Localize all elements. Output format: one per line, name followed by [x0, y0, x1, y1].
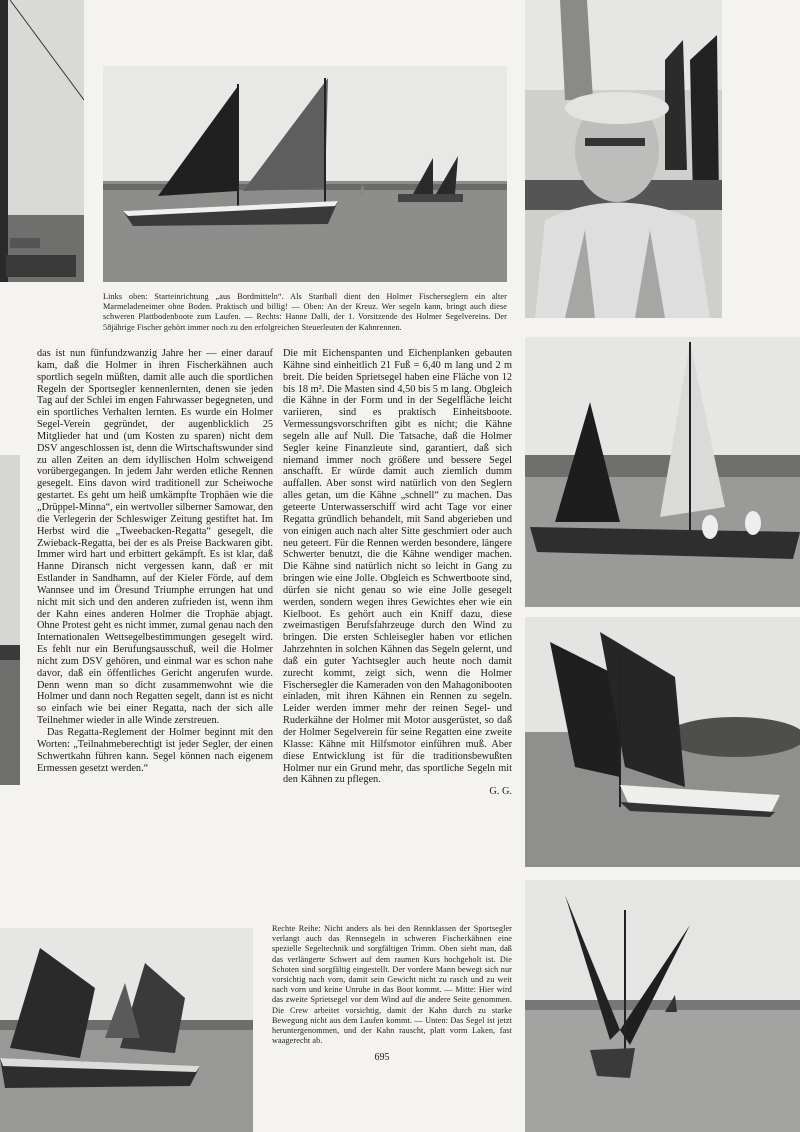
- article-signature: G. G.: [489, 786, 512, 798]
- photo-right-downwind: [525, 880, 800, 1132]
- caption-top: [103, 292, 507, 333]
- page-number: 695: [374, 1052, 390, 1063]
- article-paragraph-2: Das Regatta-Reglement der Holmer beginnt mit den Worten: „Teilnahmeberechtigt ist jeder Segler, der einen Schwertkahn führen kann. Segel können nach eigenem Ermessen gesetzt werden.“: [37, 727, 273, 774]
- photo-right-sail-change: [525, 617, 800, 867]
- photo-left-edge-middle: [0, 455, 20, 785]
- photo-boats-upwind: [103, 66, 507, 282]
- article-column-2: [283, 348, 512, 798]
- article-paragraph-3: Die mit Eichenspanten und Eichenplanken gebauten Kähne sind einheitlich 21 Fuß = 6,40 m lang und 2 m breit. Die beiden Sprietsegel haben eine Fläche von 12 bis 18 m². Die Masten sind 4,50 bis 5 m lang. Obgleich die Kähne in der Form und in der Segelfläche leicht variieren, sind es praktisch Einheitsboote. Vermessungsvorschriften gibt es nicht; die Kähne segeln alle auf Null. Die Tatsache, daß die Holmer Segler keine Finanzleute sind, garantiert, daß sich niemand immer noch größere und bessere Segel anschafft. Er würde damit auch ziemlich dumm auffallen. Aber sonst wird natürlich von den Seglern alles getan, um die Kähne „schnell“ zu machen. Das geteerte Unterwasserschiff wird acht Tage vor einer Regatta gründlich behandelt, mit Sand abgerieben und von einigen auch nach alter Sitte geschmiert oder auch neu geteert. Für die Rennen werden besondere, längere Schwerter benutzt, die die Kähne wendiger machen. Die Kähne sind natürlich nicht so leicht in Gang zu bringen wie eine Jolle. Obgleich es Schwertboote sind, dürfen sie nicht genau so wie eine Jolle gesegelt werden, sondern wegen ihres Gewichtes eher wie ein Kielboot. Es gehört auch ein Kniff dazu, diese zweimastigen Berufsfahrzeuge durch den Wind zu bringen. Die ersten Schleisegler haben vor etlichen Jahrzehnten in solchen Kähnen das Segeln gelernt, und daß ein guter Yachtsegler auch heute noch damit zurecht kommt, zeigt sich, wenn die Holmer Fischersegler die Kameraden von den Mahagonibooten einladen, mit ihren Kähnen ein Rennen zu segeln. Leider werden immer mehr der reinen Segel- und Ruderkähne der Holmer mit Motor ausgerüstet, so daß der Holmer Segelverein für seine Regatten eine zweite Klasse: Kähne mit Hilfsmotor einführen muß. Aber diese Entwicklung ist für die traditionsbewußten Holmer nur ein Grund mehr, das sportliche Segeln mit den Kähnen zu pflegen.: [283, 348, 512, 786]
- caption-top-text: Links oben: Starteinrichtung „aus Bordmitteln“. Als Startball dient den Holmer Fischerseglern ein alter Marmeladeneimer ohne Boden. Praktisch und billig! — Oben: An der Kreuz. Wer segeln kann, bringt auch diese schweren Plattbodenboote zum Laufen. — Rechts: Hanne Dalli, der 1. Vorsitzende des Holmer Segelvereins. Der 58jährige Fischer gehört immer noch zu den erfolgreichen Steuerleuten der Kahnrennen.: [103, 292, 507, 332]
- photo-right-sailing-reach: [525, 337, 800, 607]
- article-column-1: [37, 348, 273, 774]
- photo-bottom-left-boats: [0, 928, 253, 1132]
- article-paragraph-1: das ist nun fünfundzwanzig Jahre her — einer darauf kam, daß die Holmer in ihren Fischerkähnen auch sportlich segeln müßten, damit alle auch die sportlichen Regeln der Sportsegler kennenlernten, denen sie jeden Tag auf der Schlei im engen Fahrwasser begegneten, und ein sportliches Verhalten lernten. Es wurde ein Holmer Segel-Verein gegründet, der augenblicklich 25 Mitglieder hat und (um Kosten zu sparen) nicht dem DSV angeschlossen ist, denn die Wirtschaftswunder sind zu allen Zeiten an dem idyllischen Holm schweigend vorübergegangen. In jedem Jahr werden etliche Rennen gesegelt. Eins davon wird traditionell zur Scheiwoche gestartet. Es geht um heiß umkämpfte Trophäen wie die „Drüppel-Minna“, ein wertvoller silberner Samowar, den die Verlegerin der Schleswiger Zeitung gestiftet hat. Im Herbst wird die „Tweebacken-Regatta“ gesegelt, die Zwieback-Regatta, bei der es als Preise Backwaren gibt. Immer wird hart und erbittert gekämpft. Es ist klar, daß Hanne Diransch nicht vergessen kann, daß er mit Estlander in Sandhamn, auf der Kieler Förde, auf dem Wannsee und im Öresund Triumphe errungen hat und nicht mit sich und den anderen zufrieden ist, wenn ihm der Kahn eines anderen Holmer die Trophäe abjagt. Ohne Protest geht es nicht immer, zumal genau nach den Internationalen Wettsegelbestimmungen gesegelt wird. Es fehlt nur ein Berufungsausschuß, weil die Holmer nicht zum DSV gehören, und einmal war es schon nahe davor, daß ein öffentliches Gericht angerufen wurde. Denn wenn man so dicht zusammenwohnt wie die Holmer und dann noch Regatten segelt, dann ist es nicht so einfach wie bei einer Regatta, nach der sich alle Teilnehmer wieder in alle Winde zerstreuen.: [37, 348, 273, 727]
- caption-right-row-text: Rechte Reihe: Nicht anders als bei den Rennklassen der Sportsegler verlangt auch das Rennsegeln in schweren Fischerkähnen eine spezielle Segeltechnik und sorgfältigen Trimm. Oben sieht man, daß das verlängerte Schwert auf dem raumen Kurs hochgeholt ist. Die Schoten sind sorgfältig eingestellt. Der vordere Mann bewegt sich nur vorsichtig nach vorn, damit sein Gewicht nicht zu rasch und zu weit nach vorn und keine Unruhe in das Boot kommt. — Mitte: Hier wird das zweite Sprietsegel vor dem Wind auf die andere Seite genommen. Die Crew arbeitet vorsichtig, damit der Kahn durch zu starke Bewegung nicht aus dem Laufen kommt. — Unten: Das Segel ist jetzt heruntergenommen, und der Kahn rauscht, platt vorm Laken, fast waagerecht ab.: [272, 924, 512, 1046]
- photo-left-edge-top: [0, 0, 84, 282]
- photo-portrait-hanne-dalli: [525, 0, 722, 318]
- caption-right-row: [272, 924, 512, 1046]
